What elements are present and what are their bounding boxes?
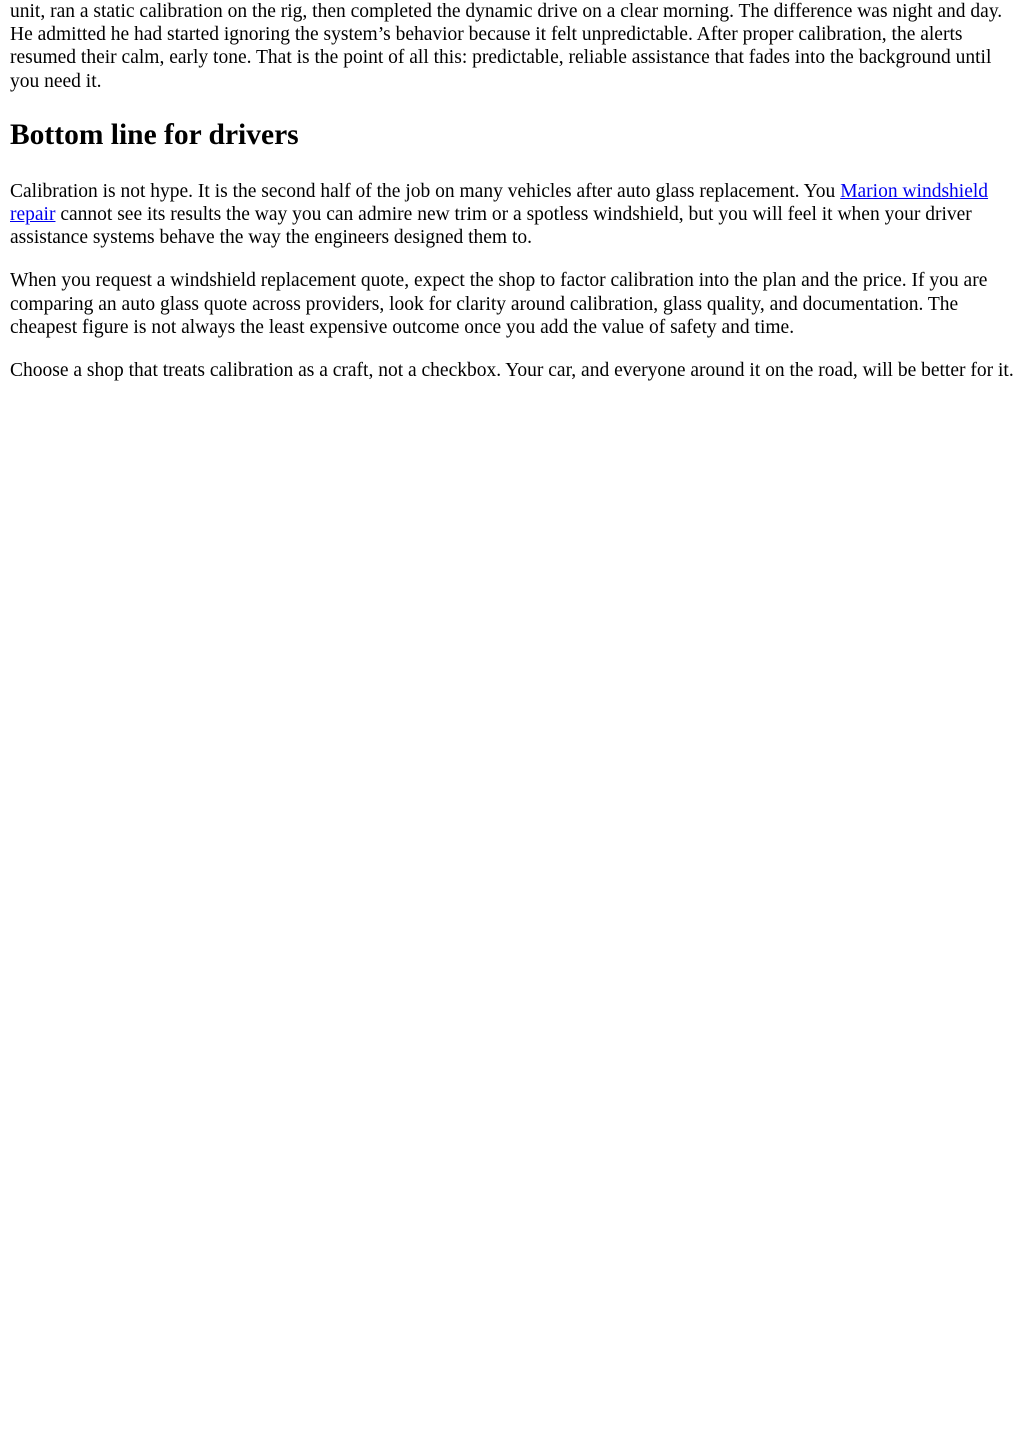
- section-heading: Bottom line for drivers: [10, 118, 299, 151]
- paragraph-calibration-text-after: cannot see its results the way you can admire new trim or a spotless windshield, but you will feel it when your driver assistance systems behave the way the engineers designed them to.: [10, 204, 972, 249]
- paragraph-choose-shop: Choose a shop that treats calibration as a craft, not a checkbox. Your car, and everyone around it on the road, will be better for it.: [10, 360, 1014, 382]
- paragraph-calibration: [10, 180, 1016, 250]
- paragraph-calibration-text-before: Calibration is not hype. It is the second half of the job on many vehicles after auto glass replacement. You: [10, 180, 841, 202]
- marion-windshield-repair-link[interactable]: Marion windshield repair: [10, 180, 989, 226]
- paragraph-quote: When you request a windshield replacement quote, expect the shop to factor calibration into the plan and the price. If you are comparing an auto glass quote across providers, look for clarity around calibration, glass quality, and documentation. The cheapest figure is not always the least expensive outcome once you add the value of safety and time.: [10, 270, 988, 338]
- intro-paragraph: unit, ran a static calibration on the rig, then completed the dynamic drive on a clear morning. The difference was night and day. He admitted he had started ignoring the system’s behavior because it felt unpredictable. After proper calibration, the alerts resumed their calm, early tone. That is the point of all this: predictable, reliable assistance that fades into the background until you need it.: [10, 1, 1003, 92]
- article-body: [10, 0, 1016, 382]
